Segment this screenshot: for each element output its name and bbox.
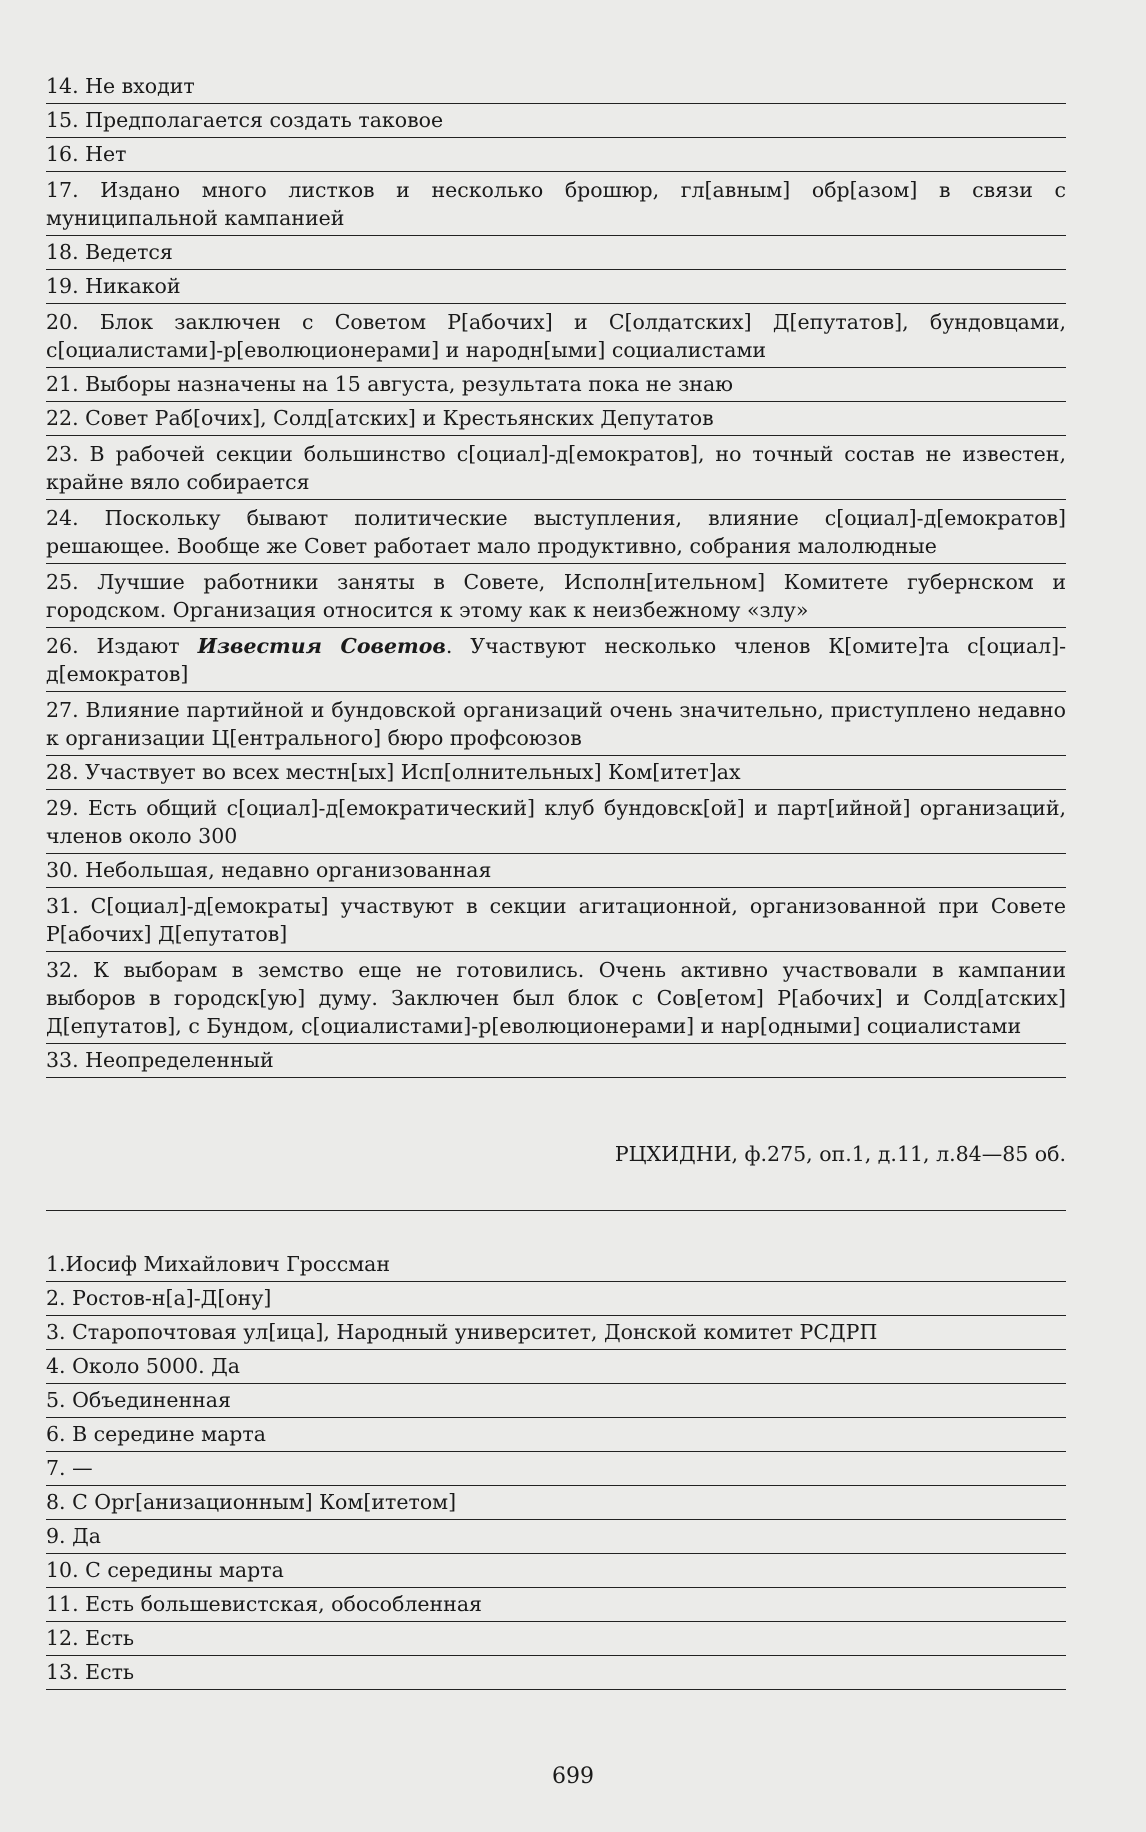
list-item-text: . Участвуют несколько членов К[омите]та с[оциал]-д[емократов] [46,634,1067,686]
list-item: 22. Совет Раб[очих], Солд[атских] и Крестьянских Депутатов [46,402,1066,436]
divider [46,1210,1066,1211]
newspaper-title: Известия Советов [197,634,446,658]
list-item: 18. Ведется [46,236,1066,270]
page-number: 699 [552,1764,594,1789]
list-item: 9. Да [46,1520,1066,1554]
archive-source-citation: РЦХИДНИ, ф.275, оп.1, д.11, л.84—85 об. [614,1142,1066,1166]
list-item: 10. С середины марта [46,1554,1066,1588]
list-item: 32. К выборам в земство еще не готовились. Очень активно участвовали в кампании выборов в городск[ую] думу. Заключен был блок с Сов[етом] Р[абочих] и Солд[атских] Д[епутатов], с Бундом, с[оциалистами]-р[еволюционерами] и нар[одными] социалистами [46,952,1066,1044]
list-item: 4. Около 5000. Да [46,1350,1066,1384]
list-item: 14. Не входит [46,70,1066,104]
list-item: 20. Блок заключен с Советом Р[абочих] и С[олдатских] Д[епутатов], бундовцами, с[оциалистами]-р[еволюционерами] и народн[ыми] социалистами [46,304,1066,368]
list-item: 6. В середине марта [46,1418,1066,1452]
list-item: 27. Влияние партийной и бундовской организаций очень значительно, приступлено недавно к организации Ц[ентрального] бюро профсоюзов [46,692,1066,756]
list-item: 16. Нет [46,138,1066,172]
answer-list-a [46,70,1066,1078]
list-item-text: 26. Издают [46,634,198,658]
list-item: 29. Есть общий с[оциал]-д[емократический] клуб бундовск[ой] и парт[ийной] организаций, членов около 300 [46,790,1066,854]
list-item: 21. Выборы назначены на 15 августа, результата пока не знаю [46,368,1066,402]
list-item: 28. Участвует во всех местн[ых] Исп[олнительных] Ком[итет]ах [46,756,1066,790]
list-item: 8. С Орг[анизационным] Ком[итетом] [46,1486,1066,1520]
list-item: 13. Есть [46,1656,1066,1690]
list-item: 17. Издано много листков и несколько брошюр, гл[авным] обр[азом] в связи с муниципальной кампанией [46,172,1066,236]
list-item: 1.Иосиф Михайлович Гроссман [46,1248,1066,1282]
list-item: 7. — [46,1452,1066,1486]
list-item: 31. С[оциал]-д[емократы] участвуют в секции агитационной, организованной при Совете Р[абочих] Д[епутатов] [46,888,1066,952]
list-item: 23. В рабочей секции большинство с[оциал]-д[емократов], но точный состав не известен, крайне вяло собирается [46,436,1066,500]
list-item: 19. Никакой [46,270,1066,304]
answer-list-b [46,1248,1066,1690]
list-item: 30. Небольшая, недавно организованная [46,854,1066,888]
list-item: 5. Объединенная [46,1384,1066,1418]
list-item: 2. Ростов-н[а]-Д[ону] [46,1282,1066,1316]
list-item: 12. Есть [46,1622,1066,1656]
list-item [46,628,1066,692]
list-item: 24. Поскольку бывают политические выступления, влияние с[оциал]-д[емократов] решающее. Вообще же Совет работает мало продуктивно, собрания малолюдные [46,500,1066,564]
list-item: 11. Есть большевистская, обособленная [46,1588,1066,1622]
list-item: 3. Старопочтовая ул[ица], Народный университет, Донской комитет РСДРП [46,1316,1066,1350]
list-item: 33. Неопределенный [46,1044,1066,1078]
list-item: 25. Лучшие работники заняты в Совете, Исполн[ительном] Комитете губернском и городском. Организация относится к этому как к неизбежному «злу» [46,564,1066,628]
list-item: 15. Предполагается создать таковое [46,104,1066,138]
